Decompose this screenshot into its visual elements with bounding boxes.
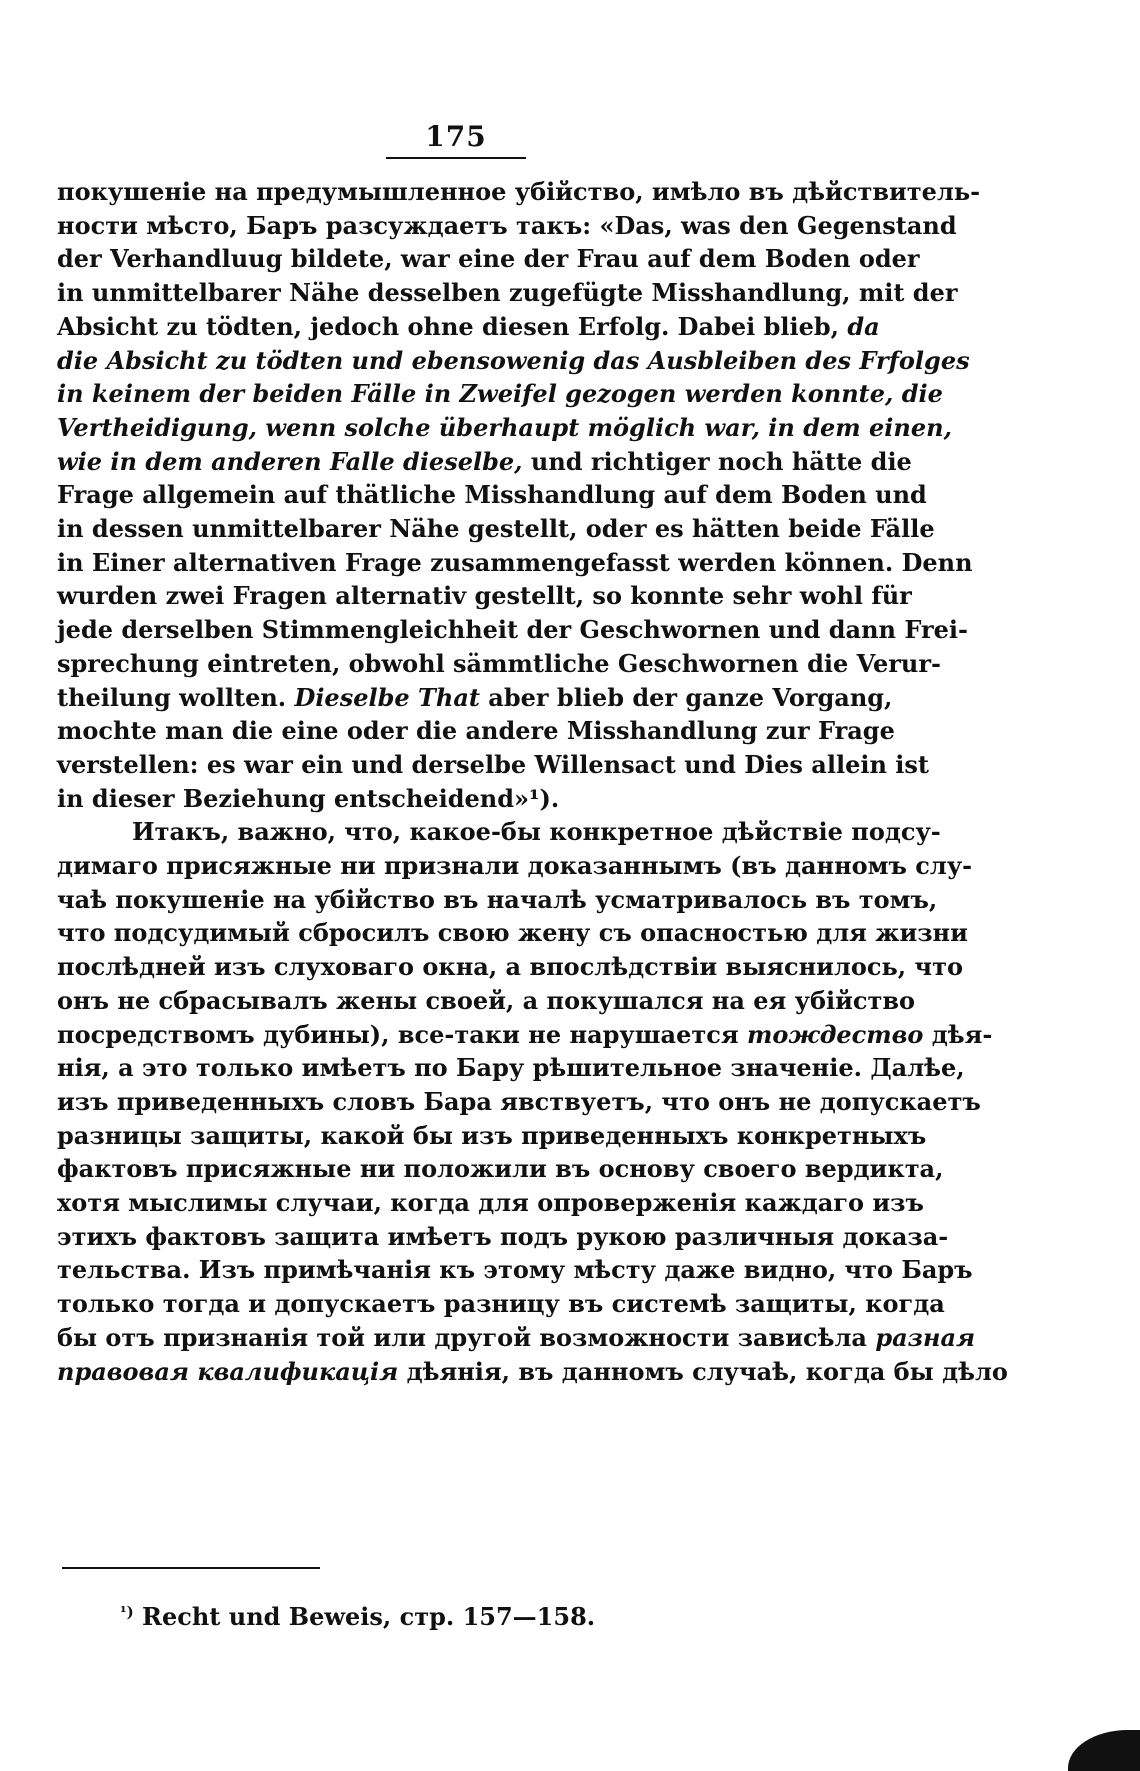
text-line: [57, 242, 920, 276]
text-line: [57, 782, 871, 816]
text-segment: jede derselben Stimmengleichheit der Geschwornen und dann Frei-: [57, 615, 968, 645]
text-line: [57, 1051, 965, 1085]
italic-segment: Dieselbe That: [294, 682, 480, 712]
text-line: [57, 681, 893, 715]
text-segment: in unmittelbarer Nähe desselben zugefügte Misshandlung, mit der: [57, 278, 958, 308]
text-line: [57, 579, 912, 613]
text-segment: димаго присяжные ни признали доказаннымъ (въ данномъ слу-: [57, 851, 973, 880]
text-line: [57, 1253, 973, 1287]
text-line: [57, 344, 970, 378]
text-line: [57, 276, 958, 310]
text-segment: бы отъ признанія той или другой возможности зависѣла: [57, 1322, 876, 1352]
text-line: [57, 175, 981, 209]
text-segment: Frage allgemein auf thätliche Misshandlung auf dem Boden und: [57, 480, 927, 510]
text-segment: aber blieb der ganze Vorgang,: [479, 682, 893, 712]
text-line: [57, 883, 938, 917]
text-line: [57, 411, 952, 445]
text-segment: sprechung eintreten, obwohl sämmtliche Geschwornen die Verur-: [57, 648, 941, 678]
text-segment: der Verhandluug bildete, war eine der Frau auf dem Boden oder: [57, 244, 920, 274]
text-line: [57, 445, 912, 479]
text-line: [57, 984, 916, 1018]
text-segment: посредствомъ дубины), все-таки не нарушается: [57, 1019, 747, 1049]
footnote: [120, 1594, 595, 1630]
text-line: [57, 209, 957, 243]
text-segment: послѣдней изъ слуховаго окна, а впослѣдствіи выяснилось, что: [57, 952, 963, 982]
text-segment: чаѣ покушеніе на убійство въ началѣ усматривалось въ томъ,: [57, 884, 938, 914]
italic-segment: in keinem der beiden Fälle in Zweifel gezogen werden konnte, die: [57, 379, 943, 409]
text-segment: только тогда и допускаетъ разницу въ системѣ защиты, когда: [57, 1289, 945, 1319]
text-segment: wurden zwei Fragen alternativ gestellt, so konnte sehr wohl für: [57, 581, 912, 611]
page-corner-mark: [1068, 1730, 1140, 1771]
text-line: [57, 377, 943, 411]
footnote-marker: ¹): [120, 1603, 134, 1621]
text-segment: дѣянія, въ данномъ случаѣ, когда бы дѣло: [398, 1356, 1008, 1386]
text-line: [57, 1355, 1008, 1389]
italic-segment: da: [847, 311, 880, 341]
text-line: [57, 546, 973, 580]
text-line: [57, 849, 973, 883]
text-segment: in dieser Beziehung entscheidend»¹).: [57, 783, 560, 813]
text-line: [57, 1287, 945, 1321]
text-segment: in dessen unmittelbarer Nähe gestellt, oder es hätten beide Fälle: [57, 514, 935, 543]
text-segment: verstellen: es war ein und derselbe Willensact und Dies allein ist: [57, 749, 929, 779]
italic-segment: Vertheidigung, wenn solche überhaupt möglich war, in dem einen,: [57, 412, 952, 442]
italic-segment: разная: [875, 1322, 976, 1352]
text-segment: этихъ фактовъ защита имѣетъ подъ рукою различныя доказа-: [57, 1221, 949, 1251]
text-segment: Absicht zu tödten, jedoch ohne diesen Erfolg. Dabei blieb,: [57, 311, 848, 341]
text-line: [57, 714, 895, 748]
text-segment: тельства. Изъ примѣчанія къ этому мѣсту даже видно, что Баръ: [57, 1255, 973, 1285]
text-line: [57, 613, 968, 647]
text-segment: дѣя-: [923, 1019, 993, 1049]
italic-segment: die Absicht zu tödten und ebensowenig das Ausbleiben des Frfolges: [57, 345, 970, 375]
text-segment: изъ приведенныхъ словъ Бара явствуетъ, что онъ не допускаетъ: [57, 1086, 981, 1116]
text-line: [57, 310, 880, 344]
text-segment: онъ не сбрасывалъ жены своей, а покушался на ея убійство: [57, 985, 916, 1015]
text-segment: in Einer alternativen Frage zusammengefasst werden können. Denn: [57, 547, 973, 577]
text-line: [57, 1119, 927, 1153]
text-segment: ности мѣсто, Баръ разсуждаетъ такъ: «Das, was den Gegenstand: [57, 210, 957, 240]
text-segment: нія, а это только имѣетъ по Бару рѣшительное значеніе. Далѣе,: [57, 1053, 965, 1083]
text-segment: разницы защиты, какой бы изъ приведенныхъ конкретныхъ: [57, 1120, 927, 1150]
text-segment: фактовъ присяжные ни положили въ основу своего вердикта,: [57, 1154, 944, 1184]
text-segment: und richtiger noch hätte die: [522, 446, 912, 476]
footnote-text: Recht und Beweis, стр. 157—158.: [133, 1602, 596, 1631]
text-line: [57, 916, 968, 950]
text-segment: theilung wollten.: [57, 682, 295, 712]
text-line: [57, 950, 963, 984]
text-line: [57, 1186, 924, 1220]
text-line: [57, 512, 935, 546]
text-line: [57, 1152, 944, 1186]
text-line: [57, 1220, 949, 1254]
italic-segment: wie in dem anderen Falle dieselbe,: [57, 446, 523, 476]
text-segment: что подсудимый сбросилъ свою жену съ опасностью для жизни: [57, 918, 968, 948]
text-line: [132, 815, 941, 849]
text-line: [57, 748, 929, 782]
italic-segment: правовая квалификація: [57, 1356, 399, 1386]
italic-segment: тождество: [746, 1019, 924, 1049]
text-segment: хотя мыслимы случаи, когда для опроверженія каждаго изъ: [57, 1188, 924, 1217]
text-segment: mochte man die eine oder die andere Misshandlung zur Frage: [57, 716, 895, 746]
text-segment: Итакъ, важно, что, какое-бы конкретное дѣйствіе подсу-: [132, 817, 941, 847]
text-line: [57, 1321, 976, 1355]
footnote-rule: [62, 1567, 320, 1569]
text-line: [57, 1085, 981, 1119]
text-line: [57, 647, 941, 681]
text-line: [57, 1018, 993, 1052]
text-line: [57, 478, 927, 512]
page-number: 175: [425, 120, 487, 153]
text-segment: покушеніе на предумышленное убійство, имѣло въ дѣйствитель-: [57, 177, 981, 206]
page-number-rule: [386, 157, 526, 159]
